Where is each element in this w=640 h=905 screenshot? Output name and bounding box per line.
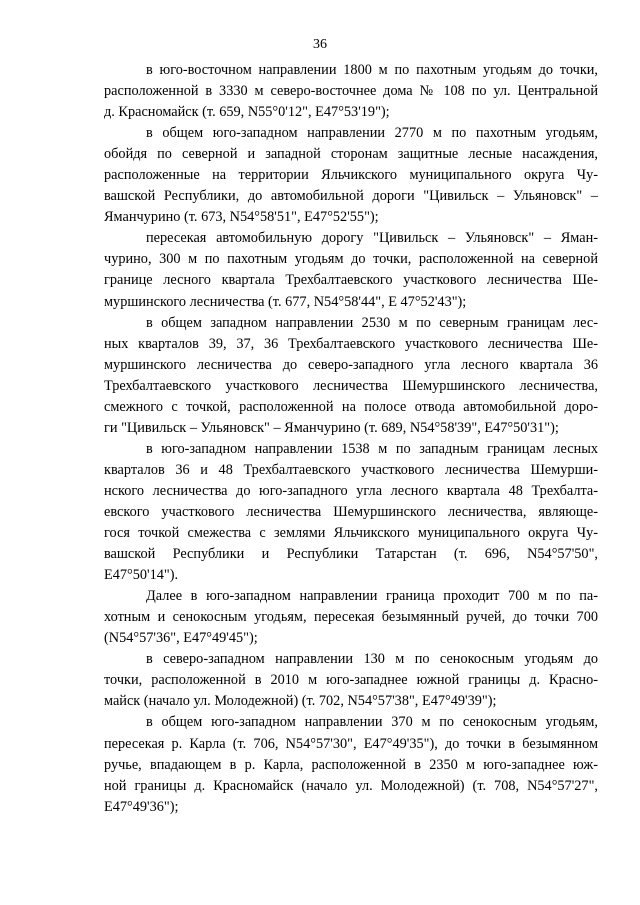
paragraph-line: вашской Республики и Республики Татарстан (т. 696, N54°57'50", [104, 546, 598, 563]
paragraph-line: (N54°57'36", E47°49'45"); [104, 630, 258, 647]
paragraph-line: хотным и сенокосным угодьям, пересекая безымянный ручей, до точки 700 [104, 609, 598, 626]
paragraph-line: обойдя по северной и западной сторонам защитные лесные насаждения, [104, 146, 598, 163]
paragraph [104, 439, 598, 586]
paragraph-line: пересекая р. Карла (т. 706, N54°57'30", E47°49'35"), до точки в безымянном [104, 735, 598, 752]
paragraph-line: ной границы д. Красномайск (начало ул. Молодежной) (т. 708, N54°57'27", [104, 777, 598, 794]
paragraph-line: ручье, впадающем в р. Карла, расположенной в 2350 м юго-западнее юж- [104, 756, 598, 773]
paragraph-line: границе лесного квартала Трехбалтаевского участкового лесничества Ше- [104, 272, 598, 289]
paragraph-line: в общем западном направлении 2530 м по северным границам лес- [146, 314, 598, 331]
paragraph-line: Далее в юго-западном направлении граница проходит 700 м по па- [146, 588, 598, 605]
paragraph-line: вашской Республики, до автомобильной дороги "Цивильск – Ульяновск" – [104, 188, 598, 205]
paragraph-line: Трехбалтаевского участкового лесничества Шемуршинского лесничества, [104, 377, 598, 394]
paragraph-line: муршинского лесничества до северо-западного угла лесного квартала 36 [104, 356, 598, 373]
paragraph-line: расположенные на территории Яльчикского муниципального округа Чу- [104, 167, 598, 184]
paragraph [104, 60, 598, 123]
paragraph-line: в общем юго-западном направлении 370 м по сенокосным угодьям, [146, 714, 598, 731]
paragraph-line: точки, расположенной в 2010 м юго-западнее южной границы д. Красно- [104, 672, 598, 689]
paragraph-line: в общем юго-западном направлении 2770 м по пахотным угодьям, [146, 125, 598, 142]
paragraph-line: д. Красномайск (т. 659, N55°0'12", E47°53'19"); [104, 104, 390, 121]
paragraph-line: чурино, 300 м по пахотным угодьям до точки, расположенной на северной [104, 251, 598, 268]
paragraph-line: в юго-западном направлении 1538 м по западным границам лесных [146, 440, 598, 457]
paragraph-line: евского участкового лесничества Шемуршинского лесничества, являюще- [104, 503, 598, 520]
paragraph-line: Яманчурино (т. 673, N54°58'51", E47°52'55"); [104, 209, 379, 226]
paragraph-line: пересекая автомобильную дорогу "Цивильск – Ульяновск" – Яман- [146, 230, 598, 247]
paragraph-line: кварталов 36 и 48 Трехбалтаевского участкового лесничества Шемурши- [104, 461, 598, 478]
paragraph [104, 313, 598, 439]
paragraph [104, 228, 598, 312]
paragraph-line: расположенной в 3330 м северо-восточнее дома № 108 по ул. Центральной [104, 83, 598, 100]
paragraph [104, 712, 598, 817]
paragraph-line: E47°50'14"). [104, 567, 179, 584]
paragraph-line: в юго-восточном направлении 1800 м по пахотным угодьям до точки, [146, 62, 598, 78]
paragraph [104, 586, 598, 649]
paragraph-line: майск (начало ул. Молодежной) (т. 702, N54°57'38", E47°49'39"); [104, 693, 497, 710]
document-body [104, 60, 598, 818]
paragraph-line: нского лесничества до юго-западного угла лесного квартала 48 Трехбалта- [104, 482, 598, 499]
paragraph [104, 123, 598, 228]
paragraph-line: смежного с точкой, расположенной на полосе отвода автомобильной доро- [104, 398, 598, 415]
paragraph-line: гося точкой смежества с землями Яльчикского муниципального округа Чу- [104, 525, 598, 542]
paragraph [104, 649, 598, 712]
paragraph-line: E47°49'36"); [104, 798, 179, 815]
paragraph-line: в северо-западном направлении 130 м по сенокосным угодьям до [146, 651, 598, 668]
paragraph-line: ных кварталов 39, 37, 36 Трехбалтаевского участкового лесничества Ше- [104, 335, 598, 352]
paragraph-line: муршинского лесничества (т. 677, N54°58'44", E 47°52'43"); [104, 293, 467, 310]
page-number: 36 [313, 37, 327, 52]
paragraph-line: ги "Цивильск – Ульяновск" – Яманчурино (т. 689, N54°58'39", E47°50'31"); [104, 419, 559, 436]
